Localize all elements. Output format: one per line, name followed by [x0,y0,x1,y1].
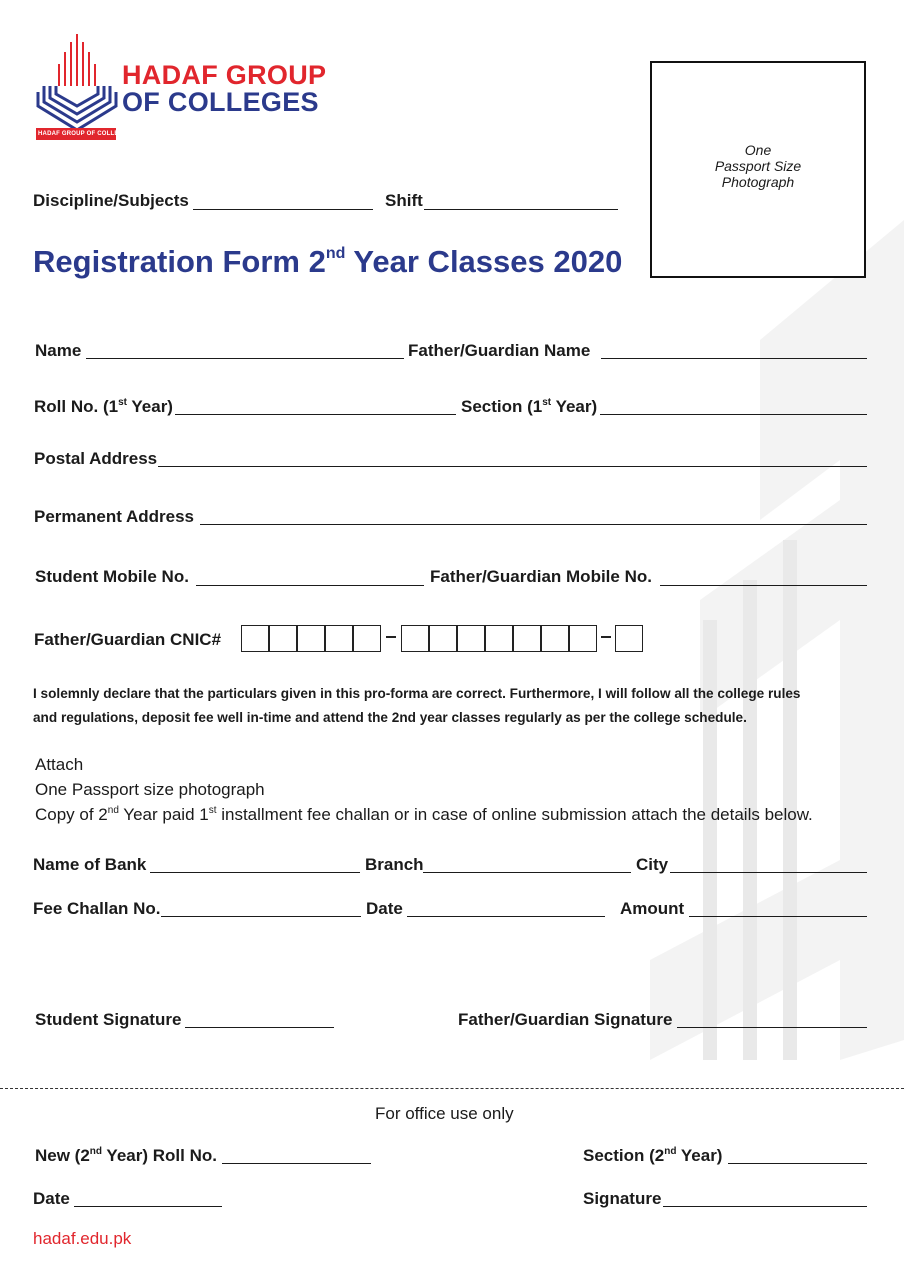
father-name-field[interactable] [601,358,867,359]
declaration-text [33,682,873,730]
cnic-digit-box[interactable] [325,625,353,652]
website-link[interactable]: hadaf.edu.pk [33,1229,132,1248]
city-field[interactable] [670,872,867,873]
father-signature-field[interactable] [677,1027,867,1028]
branch-label: Branch [365,855,424,874]
cnic-digit-box[interactable] [541,625,569,652]
cnic-separator [386,636,396,638]
cnic-digit-box[interactable] [401,625,429,652]
cnic-digit-box[interactable] [569,625,597,652]
student-mobile-field[interactable] [196,585,424,586]
permanent-address-field[interactable] [200,524,867,525]
office-signature-label: Signature [583,1189,662,1208]
amount-label: Amount [620,899,685,918]
logo-badge-text: HADAF GROUP OF COLLEGES [38,131,132,137]
father-signature-label: Father/Guardian Signature [458,1010,673,1029]
background-watermark [640,200,904,1060]
student-signature-label: Student Signature [35,1010,182,1029]
roll-no-field[interactable] [175,414,456,415]
fee-challan-label: Fee Challan No. [33,899,161,918]
father-mobile-label: Father/Guardian Mobile No. [430,567,652,586]
name-field[interactable] [86,358,404,359]
branch-field[interactable] [423,872,631,873]
brand-name-line1: HADAF GROUP [122,60,327,90]
city-label: City [636,855,669,874]
postal-address-field[interactable] [158,466,867,467]
cnic-label: Father/Guardian CNIC# [34,630,222,649]
bank-name-field[interactable] [150,872,360,873]
roll-no-label: Roll No. (1st Year) [34,397,173,416]
shift-label: Shift [385,191,423,210]
office-section-label: Section (2nd Year) [583,1146,723,1165]
amount-field[interactable] [689,916,867,917]
form-title: Registration Form 2nd Year Classes 2020 [33,244,623,279]
cnic-digit-box[interactable] [457,625,485,652]
cnic-digit-box[interactable] [429,625,457,652]
cnic-digit-box[interactable] [353,625,381,652]
photo-text-line1: One [744,142,772,158]
father-name-label: Father/Guardian Name [408,341,591,360]
cnic-digit-box[interactable] [485,625,513,652]
cut-line-divider [0,1088,904,1089]
cnic-digit-box[interactable] [269,625,297,652]
fee-challan-field[interactable] [161,916,361,917]
photo-placeholder-box[interactable] [650,61,866,278]
section-label: Section (1st Year) [461,397,598,416]
date-field[interactable] [407,916,605,917]
date-label: Date [366,899,403,918]
shift-field[interactable] [424,209,618,210]
declaration-line1: I solemnly declare that the particulars given in this pro-forma are correct. Furthermore, I will follow all the college rules [33,686,801,701]
permanent-address-label: Permanent Address [34,507,194,526]
father-mobile-field[interactable] [660,585,867,586]
attach-item-photo: One Passport size photograph [35,780,265,799]
office-use-heading: For office use only [375,1104,514,1123]
cnic-digit-box[interactable] [513,625,541,652]
cnic-digit-box[interactable] [615,625,643,652]
postal-address-label: Postal Address [34,449,158,468]
declaration-line2: and regulations, deposit fee well in-time and attend the 2nd year classes regularly as per the college schedule. [33,710,747,725]
brand-name-line2: OF COLLEGES [122,87,319,117]
office-signature-field[interactable] [663,1206,867,1207]
photo-text-line3: Photograph [721,174,795,190]
cnic-separator [601,636,611,638]
new-roll-no-field[interactable] [222,1163,371,1164]
student-mobile-label: Student Mobile No. [35,567,189,586]
attach-item-challan: Copy of 2nd Year paid 1st installment fee challan or in case of online submission attach the details below. [35,805,813,824]
discipline-label: Discipline/Subjects [33,191,189,210]
discipline-field[interactable] [193,209,373,210]
office-section-field[interactable] [728,1163,867,1164]
logo-emblem-icon [36,34,118,146]
section-field[interactable] [600,414,867,415]
student-signature-field[interactable] [185,1027,334,1028]
office-date-label: Date [33,1189,70,1208]
cnic-digit-box[interactable] [297,625,325,652]
attach-heading: Attach [35,755,84,774]
office-date-field[interactable] [74,1206,222,1207]
bank-name-label: Name of Bank [33,855,147,874]
name-label: Name [35,341,82,360]
cnic-digit-box[interactable] [241,625,269,652]
new-roll-no-label: New (2nd Year) Roll No. [35,1146,217,1165]
photo-text-line2: Passport Size [714,158,802,174]
